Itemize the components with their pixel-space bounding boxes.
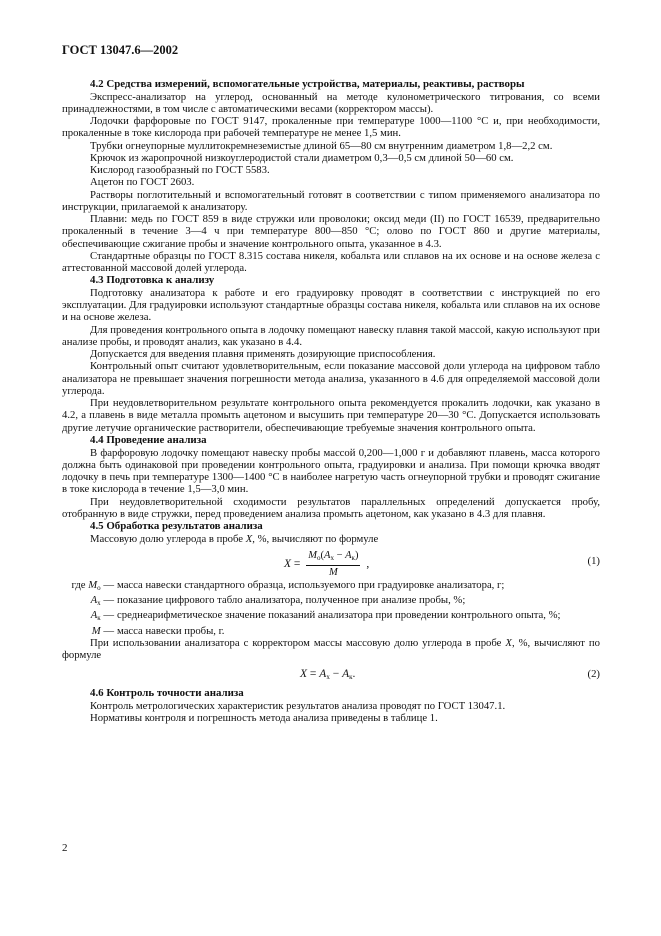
formula-2 [62, 661, 600, 687]
paragraph: Контрольный опыт считают удовлетворительным, если показание массовой доли углерода на цифровом табло анализатора не превышает значения погрешности метода анализа, указанного в 4.6 для определяемой массовой доли углерода. [62, 360, 600, 397]
paragraph: Растворы поглотительный и вспомогательный готовят в соответствии с типом применяемого анализатора по инструкции, прилагаемой к анализатору. [62, 188, 600, 213]
paragraph: Стандартные образцы по ГОСТ 8.315 состава никеля, кобальта или сплавов на их основе и на основе железа с аттестованной массовой долей углерода. [62, 249, 600, 275]
section-4-4-title: 4.4 Проведение анализа [90, 433, 207, 446]
fraction-denominator: M [328, 566, 338, 578]
symbol-definitions [62, 579, 600, 637]
paragraph: Крючок из жаропрочной низкоуглеродистой стали диаметром 0,3—0,5 см длиной 50—60 см. [90, 151, 514, 164]
definition-row: M — масса навески пробы, г. [91, 624, 225, 637]
paragraph: При использовании анализатора с корректором массы массовую долю углерода в пробе X, %, вычисляют по формуле [62, 636, 600, 662]
paragraph: Лодочки фарфоровые по ГОСТ 9147, прокаленные при температуре 1000—1100 °С и, при необходимости, прокаленные в токе кислорода при рабочей температуре не менее 1,5 мин. [62, 115, 600, 140]
paragraph: Для проведения контрольного опыта в лодочку помещают навеску плавня такой массой, какую используют при анализе пробы, и проводят анализ, как указано в 4.4. [62, 323, 600, 348]
definition-row: где $M_о$ — масса навески стандартного образца, используемого при градуировке анализатора, г; [71, 578, 505, 592]
paragraph: Допускается для введения плавня применять дозирующие приспособления. [90, 348, 436, 361]
paragraph: При неудовлетворительном результате контрольного опыта рекомендуется прокалить лодочки, как указано в 4.2, а плавень в виде металла промыть ацетоном и высушить при температуре 20—30 °С. Допускается использовать другие летучие органические растворители, обеспечивающие требуемые значения контрольного опыта. [62, 397, 600, 434]
formula-1 [62, 545, 600, 579]
section-4-3-title: 4.3 Подготовка к анализу [90, 274, 215, 287]
paragraph: Экспресс-анализатор на углерод, основанный на методе кулонометрического титрования, со всеми принадлежностями, в том числе с автоматическими весами (корректором массы). [62, 90, 600, 115]
paragraph: Контроль метрологических характеристик результатов анализа проводят по ГОСТ 13047.1. [90, 699, 506, 712]
formula-2-expression: $X = A_x - A_к$. [300, 668, 356, 682]
section-4-6-title: 4.6 Контроль точности анализа [90, 687, 244, 700]
paragraph: Нормативы контроля и погрешность метода анализа приведены в таблице 1. [90, 712, 438, 725]
fraction-numerator: $M_о(A_x - A_к)$ [306, 550, 360, 566]
section-4-2-title: 4.2 Средства измерений, вспомогательные устройства, материалы, реактивы, растворы [90, 78, 525, 90]
formula-1-number: (1) [587, 554, 600, 567]
section-4-5-title: 4.5 Обработка результатов анализа [90, 520, 263, 533]
paragraph: Массовую долю углерода в пробе X, %, вычисляют по формуле [90, 532, 379, 545]
document-body [62, 78, 600, 724]
paragraph: Подготовку анализатора к работе и его градуировку проводят в соответствии с инструкцией по его эксплуатации. Для градуировки используют стандартные образцы состава никеля, кобальта или сплавов на их основе и на основе железа. [62, 286, 600, 324]
formula-1-expression: X = $\frac{M_о(A_x - A_к)}{M}$ , [284, 549, 370, 578]
running-header: ГОСТ 13047.6—2002 [62, 43, 179, 57]
page-number: 2 [62, 842, 68, 854]
paragraph: При неудовлетворительной сходимости результатов параллельных определений допускается пробу, отобранную в виде стружки, перед проведением анализа промыть ацетоном, как указано в 4.3 для плавня. [62, 495, 600, 520]
paragraph: В фарфоровую лодочку помещают навеску пробы массой 0,200—1,000 г и добавляют плавень, масса которого должна быть одинаковой при проведении контрольного опыта, градуировки и анализа. При помощи крючка вводят лодочку в печь при температуре 1300—1400 °С в наиболее нагретую часть огнеупорной трубки и проводят сжигание в токе кислорода в течение 1,5—3,0 мин. [62, 446, 600, 496]
definition-row: $A_к$ — среднеарифметическое значение показаний анализатора при проведении контрольного опыта, %; [90, 609, 561, 623]
paragraph: Ацетон по ГОСТ 2603. [90, 176, 195, 189]
paragraph: Трубки огнеупорные муллитокремнеземистые длиной 65—80 см внутренним диаметром 1,8—2,2 см. [90, 139, 553, 152]
formula-fraction [306, 550, 360, 579]
paragraph: Плавни: медь по ГОСТ 859 в виде стружки или проволоки; оксид меди (II) по ГОСТ 16539, предварительно прокаленный в течение 3—4 ч при температуре 800—850 °С; олово по ГОСТ 860 и другие материалы, обеспечивающие сжигание пробы и значение контрольного опыта, указанное в 4.3. [62, 213, 600, 250]
definition-row: $A_x$ — показание цифрового табло анализатора, полученное при анализе пробы, %; [90, 594, 466, 608]
formula-2-number: (2) [587, 668, 600, 681]
paragraph: Кислород газообразный по ГОСТ 5583. [90, 164, 270, 177]
